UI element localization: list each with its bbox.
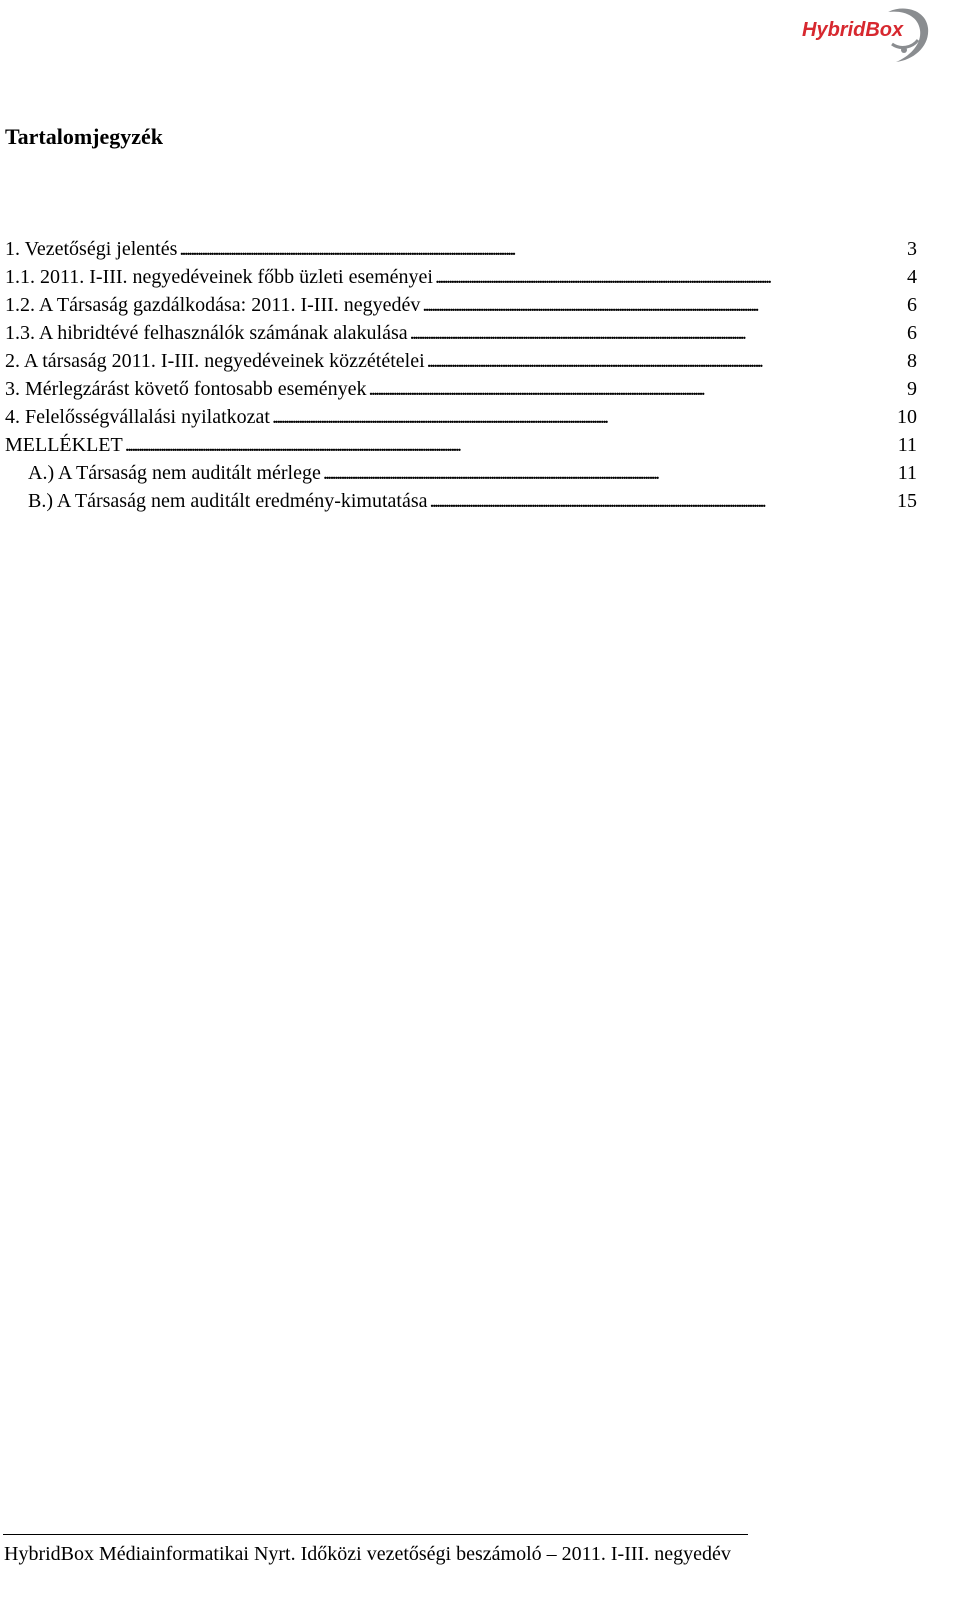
toc-title: Tartalomjegyzék — [5, 124, 164, 149]
toc-dot-leader — [272, 403, 895, 431]
toc-entry-label: 1. Vezetőségi jelentés — [5, 238, 178, 260]
toc-dot-leader — [410, 319, 905, 347]
toc-entry[interactable] — [5, 403, 917, 431]
toc-dot-leader — [179, 235, 905, 263]
toc-dot-leader — [427, 347, 905, 375]
toc-entry[interactable] — [5, 235, 917, 263]
toc-dot-leader — [430, 487, 895, 515]
toc-entry-label: 1.3. A hibridtévé felhasználók számának alakulása — [5, 322, 408, 344]
toc-entry-page-number: 6 — [907, 294, 917, 316]
toc-entry-page-number: 6 — [907, 322, 917, 344]
toc-entry[interactable] — [5, 263, 917, 291]
toc-entry-label: 1.2. A Társaság gazdálkodása: 2011. I-III. negyedév — [5, 294, 421, 316]
toc-dot-leader — [125, 431, 896, 459]
toc-entry-page-number: 11 — [897, 462, 917, 484]
toc-entry-label: 3. Mérlegzárást követő fontosabb események — [5, 378, 367, 400]
toc-entry[interactable] — [5, 487, 917, 515]
toc-entry-page-number: 11 — [897, 434, 917, 456]
toc-entry[interactable] — [5, 459, 917, 487]
toc-entry[interactable] — [5, 347, 917, 375]
toc-entry[interactable] — [5, 291, 917, 319]
toc-entry[interactable] — [5, 319, 917, 347]
footer-divider — [3, 1534, 748, 1535]
toc-entry-page-number: 9 — [907, 378, 917, 400]
toc-entry-page-number: 10 — [897, 406, 917, 428]
hybridbox-logo-icon — [800, 4, 932, 66]
toc-dot-leader — [422, 291, 905, 319]
toc-entry-label: 4. Felelősségvállalási nyilatkozat — [5, 406, 270, 428]
toc-dot-leader — [369, 375, 905, 403]
toc-entry-page-number: 15 — [897, 490, 917, 512]
hybridbox-logo — [800, 4, 932, 66]
footer-text: HybridBox Médiainformatikai Nyrt. Időközi vezetőségi beszámoló – 2011. I-III. negyedév — [4, 1543, 731, 1565]
toc-entry-label: MELLÉKLET — [5, 434, 123, 456]
toc-entry[interactable] — [5, 431, 917, 459]
toc-list — [5, 235, 917, 515]
logo-wordmark: HybridBox — [802, 19, 904, 41]
toc-entry-page-number: 3 — [907, 238, 917, 260]
toc-entry-label: 1.1. 2011. I-III. negyedéveinek főbb üzleti eseményei — [5, 266, 433, 288]
toc-entry-label: 2. A társaság 2011. I-III. negyedéveinek közzétételei — [5, 350, 425, 372]
toc-entry-label: A.) A Társaság nem auditált mérlege — [28, 462, 321, 484]
toc-entry-page-number: 8 — [907, 350, 917, 372]
toc-entry[interactable] — [5, 375, 917, 403]
toc-dot-leader — [323, 459, 896, 487]
toc-entry-label: B.) A Társaság nem auditált eredmény-kimutatása — [28, 490, 428, 512]
toc-dot-leader — [435, 263, 905, 291]
toc-entry-page-number: 4 — [907, 266, 917, 288]
